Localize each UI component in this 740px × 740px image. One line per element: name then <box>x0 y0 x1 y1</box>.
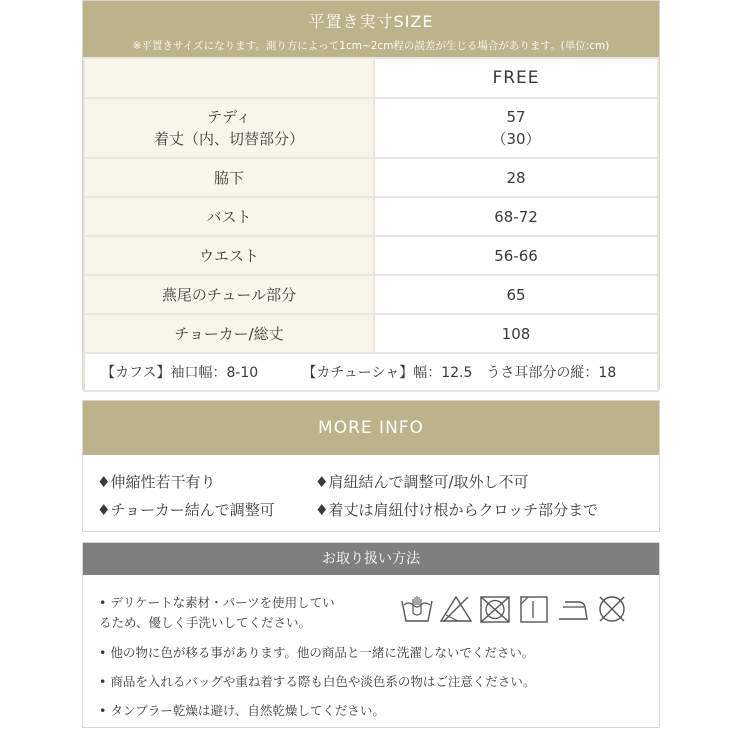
no-dry-clean-icon <box>594 593 630 625</box>
cuffs-footnote: 【カフス】袖口幅：8-10 <box>101 365 259 381</box>
no-bleach-icon <box>438 593 474 625</box>
row-value: 28 <box>374 158 658 197</box>
headband-footnote: 【カチューシャ】幅：12.5 うさ耳部分の縦：18 <box>302 365 617 381</box>
care-line: • 他の物に色が移る事があります。他の商品と一緒に洗濯しないでください。 <box>99 645 535 660</box>
row-label <box>84 98 374 158</box>
table-row <box>84 58 658 98</box>
size-label: FREE <box>374 58 658 98</box>
row-value: 108 <box>374 314 658 353</box>
table-row <box>84 158 658 197</box>
care-line: • 商品を入れるバッグや重ね着する際も白色や淡色系の物はご注意ください。 <box>99 674 536 689</box>
info-item: ♦チョーカー結んで調整可 <box>97 501 275 519</box>
care-icons <box>399 593 630 625</box>
row-value-line2: （30） <box>491 130 541 148</box>
no-tumble-dry-icon <box>477 593 513 625</box>
care-section <box>82 542 660 728</box>
more-info-title: MORE INFO <box>83 401 659 455</box>
more-info-list <box>83 455 659 531</box>
size-title: 平置き実寸SIZE <box>308 12 434 31</box>
size-note: ※平置きサイズになります。測り方によって1cm~2cm程の誤差が生じる場合があります。(単位:cm) <box>132 40 610 52</box>
care-line: • タンブラー乾燥は避け、自然乾燥してください。 <box>99 703 385 718</box>
size-section <box>82 0 660 390</box>
table-row <box>84 275 658 314</box>
footnote-cell <box>84 353 658 391</box>
size-header <box>83 1 659 57</box>
row-label-line1: テディ <box>207 108 251 126</box>
table-row <box>84 236 658 275</box>
info-item: ♦伸縮性若干有り <box>97 473 216 491</box>
row-label: 脇下 <box>84 158 374 197</box>
table-row <box>84 353 658 391</box>
care-title: お取り扱い方法 <box>83 543 659 575</box>
table-row <box>84 314 658 353</box>
drip-dry-icon <box>516 593 552 625</box>
size-table <box>83 57 659 392</box>
row-value-line1: 57 <box>506 108 526 126</box>
care-body <box>83 575 659 727</box>
hand-wash-icon <box>399 593 435 625</box>
info-item: ♦着丈は肩紐付け根からクロッチ部分まで <box>315 501 599 519</box>
table-row <box>84 197 658 236</box>
row-label: チョーカー/総丈 <box>84 314 374 353</box>
table-row <box>84 98 658 158</box>
row-value: 68-72 <box>374 197 658 236</box>
row-label: バスト <box>84 197 374 236</box>
low-iron-icon <box>555 593 591 625</box>
care-line: • デリケートな素材・パーツを使用してい <box>99 595 335 610</box>
row-label-line2: 着丈（内、切替部分） <box>153 130 304 148</box>
header-blank-cell <box>84 58 374 98</box>
info-item: ♦肩紐結んで調整可/取外し不可 <box>315 473 529 491</box>
row-label: 燕尾のチュール部分 <box>84 275 374 314</box>
row-label: ウエスト <box>84 236 374 275</box>
care-line: るため、優しく手洗いしてください。 <box>99 615 312 630</box>
row-value <box>374 98 658 158</box>
more-info-section <box>82 400 660 532</box>
row-value: 65 <box>374 275 658 314</box>
row-value: 56-66 <box>374 236 658 275</box>
